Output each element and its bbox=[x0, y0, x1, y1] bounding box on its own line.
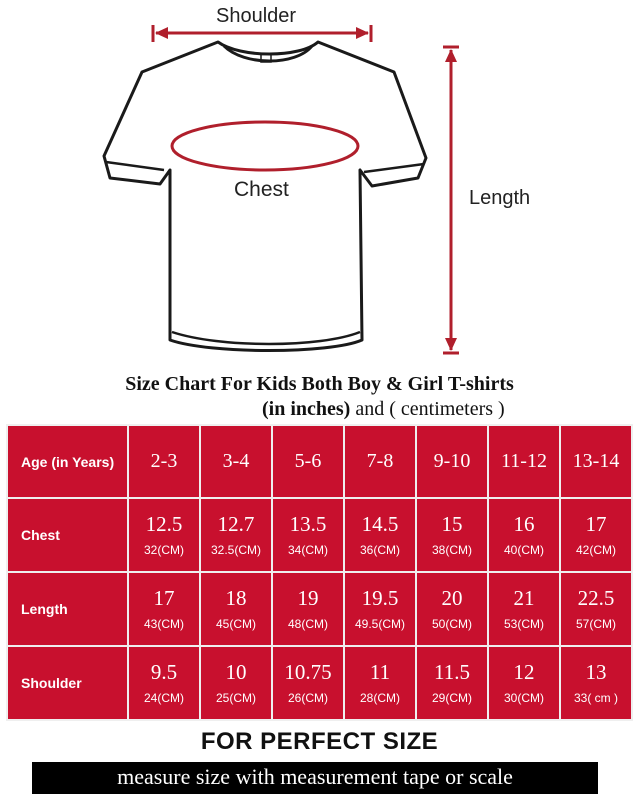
shoulder-row bbox=[7, 646, 632, 720]
length-label: Length bbox=[469, 187, 531, 209]
row-label: Chest bbox=[7, 498, 128, 572]
size-cell bbox=[200, 572, 272, 646]
cm-value: 32.5(CM) bbox=[210, 543, 261, 557]
cm-value: 36(CM) bbox=[359, 543, 400, 557]
age-cell: 11-12 bbox=[488, 425, 560, 498]
inch-value: 10 bbox=[225, 660, 247, 684]
age-cell: 9-10 bbox=[416, 425, 488, 498]
inch-value: 10.75 bbox=[284, 660, 332, 684]
size-cell bbox=[488, 572, 560, 646]
inch-value: 13 bbox=[585, 660, 607, 684]
chest-label: Chest bbox=[234, 178, 289, 201]
cm-value: 49.5(CM) bbox=[354, 617, 405, 631]
cm-value: 50(CM) bbox=[431, 617, 472, 631]
size-cell bbox=[272, 572, 344, 646]
age-cell: 7-8 bbox=[344, 425, 416, 498]
tshirt-measurement-diagram bbox=[0, 0, 639, 370]
cm-value: 25(CM) bbox=[215, 691, 256, 705]
inch-value: 14.5 bbox=[361, 512, 399, 536]
age-cell: 13-14 bbox=[560, 425, 632, 498]
cm-value: 33( cm ) bbox=[573, 691, 618, 705]
inch-value: 13.5 bbox=[289, 512, 327, 536]
size-cell bbox=[488, 646, 560, 720]
perfect-size-heading: FOR PERFECT SIZE bbox=[200, 728, 439, 755]
chart-subtitle bbox=[262, 398, 505, 421]
cm-value: 26(CM) bbox=[287, 691, 328, 705]
cm-value: 48(CM) bbox=[287, 617, 328, 631]
size-cell bbox=[344, 572, 416, 646]
cm-value: 45(CM) bbox=[215, 617, 256, 631]
cm-value: 57(CM) bbox=[575, 617, 616, 631]
inch-value: 11.5 bbox=[434, 660, 470, 684]
size-cell bbox=[560, 498, 632, 572]
row-label: Length bbox=[7, 572, 128, 646]
size-cell bbox=[344, 646, 416, 720]
size-cell bbox=[344, 498, 416, 572]
inch-value: 12 bbox=[513, 660, 535, 684]
length-row bbox=[7, 572, 632, 646]
inch-value: 18 bbox=[225, 586, 247, 610]
chest-row bbox=[7, 498, 632, 572]
size-cell bbox=[488, 498, 560, 572]
inch-value: 16 bbox=[513, 512, 535, 536]
cm-value: 42(CM) bbox=[575, 543, 616, 557]
cm-value: 40(CM) bbox=[503, 543, 544, 557]
age-header-row bbox=[7, 425, 632, 498]
inch-value: 21 bbox=[513, 586, 535, 610]
size-cell bbox=[200, 646, 272, 720]
cm-value: 29(CM) bbox=[431, 691, 472, 705]
age-header-label: Age (in Years) bbox=[7, 425, 128, 498]
size-chart-table bbox=[6, 424, 633, 721]
cm-value: 32(CM) bbox=[143, 543, 184, 557]
inch-value: 11 bbox=[369, 660, 391, 684]
cm-value: 34(CM) bbox=[287, 543, 328, 557]
cm-value: 30(CM) bbox=[503, 691, 544, 705]
cm-value: 38(CM) bbox=[431, 543, 472, 557]
size-cell bbox=[560, 646, 632, 720]
age-cell: 5-6 bbox=[272, 425, 344, 498]
inch-value: 9.5 bbox=[150, 660, 178, 684]
age-cell: 3-4 bbox=[200, 425, 272, 498]
size-cell bbox=[560, 572, 632, 646]
age-cell: 2-3 bbox=[128, 425, 200, 498]
size-cell bbox=[416, 572, 488, 646]
cm-value: 28(CM) bbox=[359, 691, 400, 705]
size-cell bbox=[128, 498, 200, 572]
length-arrow-icon bbox=[443, 47, 459, 353]
measure-instruction-banner: measure size with measurement tape or scale bbox=[32, 762, 598, 794]
size-cell bbox=[272, 498, 344, 572]
subtitle-units-cm: and ( centimeters ) bbox=[350, 398, 505, 420]
chart-title: Size Chart For Kids Both Boy & Girl T-shirts bbox=[125, 373, 514, 395]
cm-value: 24(CM) bbox=[143, 691, 184, 705]
inch-value: 19 bbox=[297, 586, 319, 610]
row-label: Shoulder bbox=[7, 646, 128, 720]
inch-value: 22.5 bbox=[577, 586, 615, 610]
shoulder-label: Shoulder bbox=[216, 5, 297, 27]
inch-value: 19.5 bbox=[361, 586, 399, 610]
subtitle-units-inches: (in inches) bbox=[262, 398, 351, 420]
inch-value: 17 bbox=[153, 586, 175, 610]
inch-value: 17 bbox=[585, 512, 607, 536]
cm-value: 53(CM) bbox=[503, 617, 544, 631]
inch-value: 12.5 bbox=[145, 512, 183, 536]
size-cell bbox=[128, 572, 200, 646]
size-cell bbox=[272, 646, 344, 720]
size-cell bbox=[128, 646, 200, 720]
inch-value: 12.7 bbox=[217, 512, 255, 536]
inch-value: 15 bbox=[441, 512, 463, 536]
size-cell bbox=[416, 646, 488, 720]
cm-value: 43(CM) bbox=[143, 617, 184, 631]
size-cell bbox=[416, 498, 488, 572]
inch-value: 20 bbox=[441, 586, 463, 610]
size-cell bbox=[200, 498, 272, 572]
